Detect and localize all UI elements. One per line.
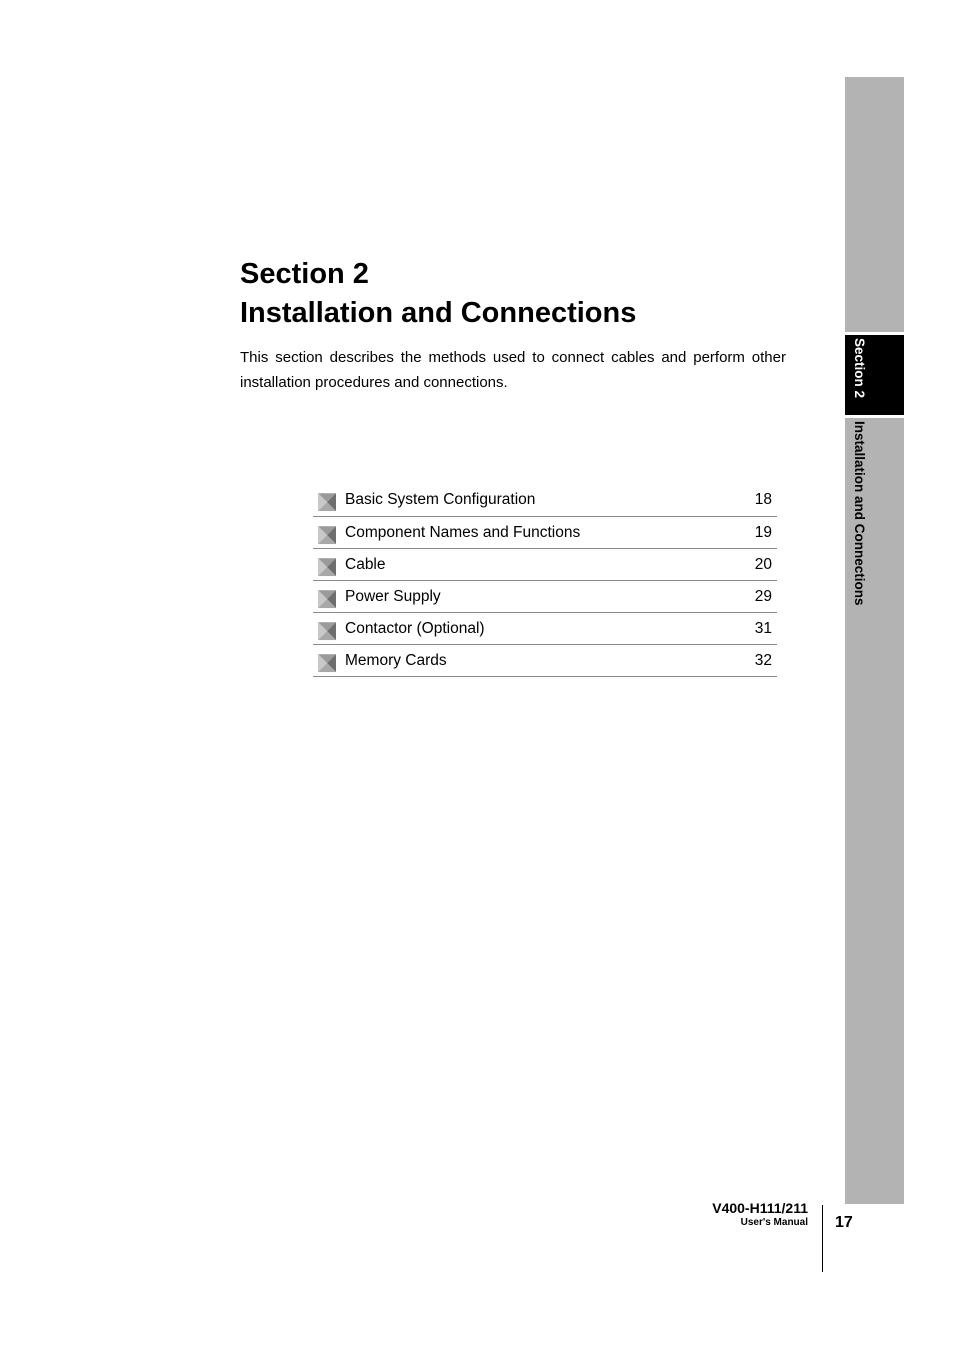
footer-manual-label: User's Manual: [740, 1217, 808, 1228]
toc-entry-title: Cable: [345, 555, 386, 573]
bullet-icon: [318, 590, 336, 608]
toc-entry-page: 19: [754, 523, 772, 541]
side-tab-title: Installation and Connections: [852, 421, 867, 606]
section-number: Section 2: [240, 258, 369, 290]
section-heading: [240, 255, 636, 333]
toc-entry[interactable]: [313, 645, 777, 677]
toc-entry-title: Contactor (Optional): [345, 619, 485, 637]
toc-entry-title: Basic System Configuration: [345, 491, 536, 508]
bullet-icon: [318, 558, 336, 576]
toc-entry-page: 32: [754, 651, 772, 669]
page-number: 17: [835, 1214, 853, 1231]
toc-entry-title: Power Supply: [345, 587, 441, 605]
side-tab-section-label: Section 2: [852, 338, 867, 399]
bullet-icon: [318, 526, 336, 544]
toc-entry[interactable]: [313, 613, 777, 645]
toc-entry-title: Memory Cards: [345, 651, 447, 669]
toc-entry-page: 20: [754, 555, 772, 573]
section-intro: This section describes the methods used to connect cables and perform other installation procedures and connections.: [240, 349, 786, 391]
toc-entry[interactable]: [313, 549, 777, 581]
toc-entry-title: Component Names and Functions: [345, 523, 581, 541]
footer-product: [712, 1200, 808, 1229]
bullet-icon: [318, 654, 336, 672]
toc-entry[interactable]: [313, 581, 777, 613]
toc-entry-page: 29: [754, 587, 772, 605]
toc-entry-page: 18: [754, 491, 772, 508]
side-tab-divider: [845, 415, 904, 418]
bullet-icon: [318, 622, 336, 640]
section-contents-list: [313, 484, 777, 677]
toc-entry-page: 31: [754, 619, 772, 637]
bullet-icon: [318, 493, 336, 511]
section-title: Installation and Connections: [240, 297, 637, 329]
footer-model: V400-H111/211: [712, 1200, 808, 1216]
footer-divider: [822, 1205, 823, 1272]
toc-entry[interactable]: [313, 484, 777, 517]
toc-entry[interactable]: [313, 517, 777, 549]
